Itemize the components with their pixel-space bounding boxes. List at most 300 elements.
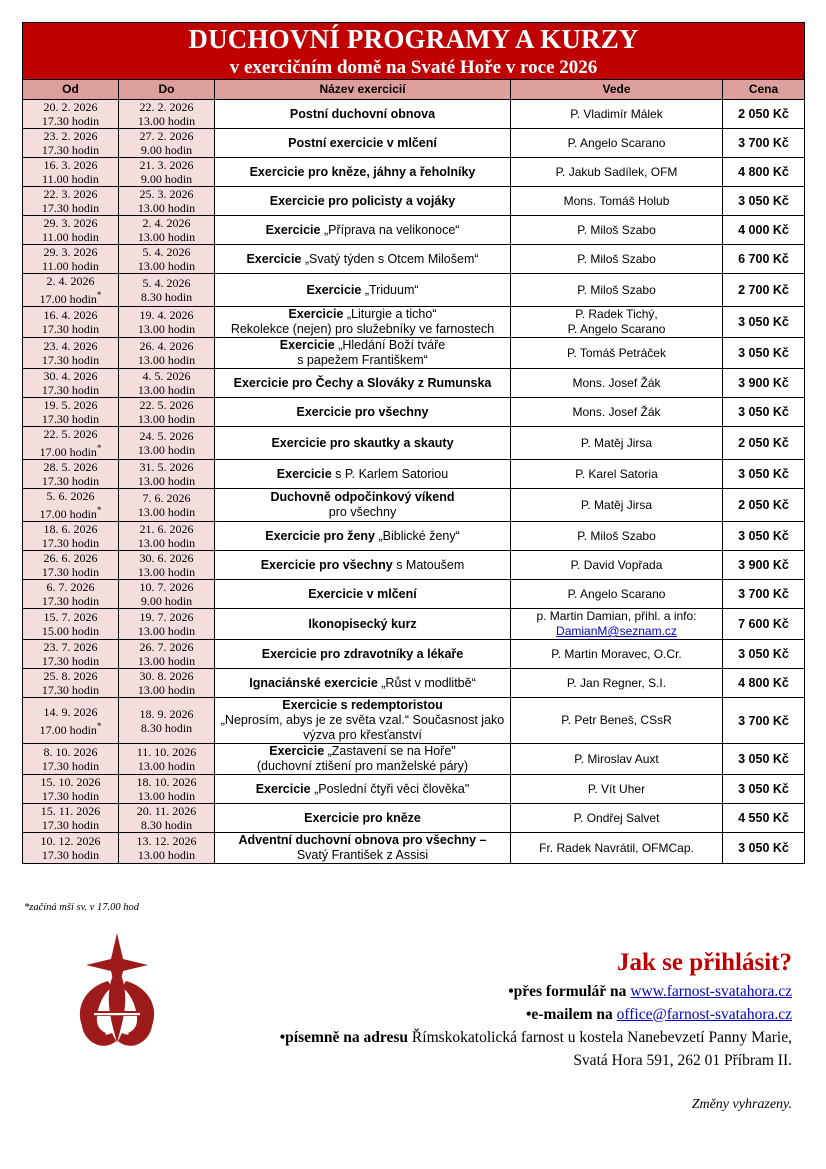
table-row [23, 489, 805, 522]
to-date: 27. 2. 2026 [139, 129, 194, 143]
column-header-od: Od [23, 80, 119, 100]
to-time: 13.00 hodin [137, 353, 196, 367]
leader-name: P. Angelo Scarano [567, 135, 666, 150]
column-header-do: Do [119, 80, 215, 100]
to-time: 13.00 hodin [137, 683, 196, 697]
to-date: 22. 2. 2026 [139, 100, 194, 114]
to-time: 13.00 hodin [137, 474, 196, 488]
cell-price: 2 700 Kč [723, 274, 805, 307]
course-name-main: Exercicie [269, 744, 325, 758]
cell-from-date [23, 580, 119, 609]
table-row [23, 129, 805, 158]
course-name-rest: „Triduum“ [361, 282, 419, 297]
from-time: 17.30 hodin [41, 818, 100, 832]
contact-form-label: přes formulář na [513, 983, 631, 1000]
table-row [23, 580, 805, 609]
from-time: 17.30 hodin [41, 412, 100, 426]
to-time: 8.30 hodin [140, 290, 193, 304]
to-time: 13.00 hodin [137, 536, 196, 550]
course-name-rest: s Matoušem [392, 557, 465, 572]
to-time: 13.00 hodin [137, 230, 196, 244]
course-name-main: Exercicie [265, 222, 321, 237]
to-time: 8.30 hodin [140, 720, 193, 735]
to-date: 21. 6. 2026 [139, 522, 194, 536]
course-name-main: Exercicie pro kněze, jáhny a řeholníky [249, 164, 476, 179]
from-date: 15. 11. 2026 [40, 804, 101, 818]
leader-name: P. Miloš Szabo [577, 528, 656, 543]
cell-from-date [23, 129, 119, 158]
cell-leader [511, 274, 723, 307]
course-name-rest: „Zastavení se na Hoře" [324, 744, 456, 758]
table-row [23, 245, 805, 274]
from-time: 17.30 hodin [41, 594, 100, 608]
cell-course-name [215, 609, 511, 640]
course-name-main: Exercicie [276, 466, 332, 481]
cell-from-date [23, 640, 119, 669]
cell-course-name [215, 669, 511, 698]
course-name-subtitle: s papežem Františkem“ [297, 353, 428, 367]
cell-course-name [215, 129, 511, 158]
course-name-main: Exercicie pro Čechy a Slováky z Rumunska [233, 375, 492, 390]
cell-leader [511, 522, 723, 551]
course-name-main: Exercicie [288, 307, 344, 321]
cell-course-name [215, 100, 511, 129]
from-date: 29. 3. 2026 [43, 216, 98, 230]
table-row [23, 640, 805, 669]
from-time: 17.00 hodin* [39, 443, 102, 459]
table-row [23, 551, 805, 580]
table-row [23, 369, 805, 398]
cell-course-name [215, 307, 511, 338]
contact-line-email [150, 1003, 792, 1026]
course-name-main: Exercicie pro kněze [304, 810, 421, 825]
cell-from-date [23, 551, 119, 580]
cell-price: 4 550 Kč [723, 804, 805, 833]
course-name-main: Exercicie [246, 251, 302, 266]
from-date: 6. 7. 2026 [46, 580, 95, 594]
leader-name: P. Radek Tichý, [575, 307, 658, 321]
cell-to-date [119, 187, 215, 216]
leader-name: P. Jan Regner, S.I. [566, 675, 667, 690]
cell-leader [511, 158, 723, 187]
from-time: 17.30 hodin [41, 353, 100, 367]
cell-course-name [215, 804, 511, 833]
course-name-subtitle: pro všechny [328, 505, 397, 519]
table-row [23, 833, 805, 864]
course-name-subtitle: „Neprosím, abys je ze světa vzal.“ Současnost jako výzva pro křesťanství [220, 713, 505, 742]
table-row [23, 744, 805, 775]
course-name-rest: s P. Karlem Satoriou [331, 466, 449, 481]
leader-email-link[interactable]: DamianM@seznam.cz [556, 624, 677, 638]
contact-line-address [150, 1026, 792, 1049]
cell-leader [511, 100, 723, 129]
course-name-main: Ikonopisecký kurz [308, 616, 417, 631]
cell-to-date [119, 775, 215, 804]
leader-name: P. Angelo Scarano [567, 586, 666, 601]
course-name-rest: „Růst v modlitbě“ [377, 675, 476, 690]
cell-course-name [215, 245, 511, 274]
from-date: 25. 8. 2026 [43, 669, 98, 683]
leader-name: Mons. Josef Žák [572, 404, 661, 419]
cell-price: 3 050 Kč [723, 460, 805, 489]
cell-to-date [119, 744, 215, 775]
table-row [23, 216, 805, 245]
cell-leader [511, 369, 723, 398]
cell-from-date [23, 427, 119, 460]
cell-leader [511, 129, 723, 158]
to-date: 19. 7. 2026 [139, 610, 194, 624]
to-time: 13.00 hodin [137, 789, 196, 803]
footnote-star: * [96, 720, 102, 731]
cell-price: 3 050 Kč [723, 744, 805, 775]
course-name-subtitle: Rekolekce (nejen) pro služebníky ve farnostech [230, 322, 495, 336]
leader-name: P. Vít Uher [587, 781, 646, 796]
leader-name: P. Matěj Jirsa [580, 435, 653, 450]
cell-course-name [215, 398, 511, 427]
cell-price: 3 900 Kč [723, 551, 805, 580]
from-date: 16. 3. 2026 [43, 158, 98, 172]
cell-price: 4 000 Kč [723, 216, 805, 245]
leader-name: Mons. Tomáš Holub [563, 193, 670, 208]
cell-from-date [23, 307, 119, 338]
leader-name: P. Miloš Szabo [577, 251, 656, 266]
from-date: 30. 4. 2026 [43, 369, 98, 383]
from-date: 14. 9. 2026 [43, 704, 98, 719]
cell-course-name [215, 460, 511, 489]
to-time: 9.00 hodin [140, 172, 193, 186]
course-name-main: Ignaciánské exercicie [249, 675, 378, 690]
cell-leader [511, 398, 723, 427]
footnote-star: * [96, 505, 102, 515]
course-name-rest: „Příprava na velikonoce“ [320, 222, 460, 237]
cell-to-date [119, 274, 215, 307]
to-time: 13.00 hodin [137, 443, 196, 457]
bullet-icon: • [508, 983, 514, 1000]
course-name-main: Exercicie v mlčení [308, 586, 417, 601]
from-time: 15.00 hodin [41, 624, 100, 638]
cell-from-date [23, 460, 119, 489]
to-date: 26. 7. 2026 [139, 640, 194, 654]
to-date: 7. 6. 2026 [142, 491, 191, 505]
cell-to-date [119, 609, 215, 640]
from-date: 22. 3. 2026 [43, 187, 98, 201]
table-row [23, 609, 805, 640]
course-name-main: Exercicie [255, 781, 311, 796]
to-time: 13.00 hodin [137, 759, 196, 773]
cell-to-date [119, 307, 215, 338]
cell-course-name [215, 640, 511, 669]
cell-course-name [215, 744, 511, 775]
cell-to-date [119, 216, 215, 245]
course-name-main: Exercicie pro všechny [260, 557, 393, 572]
table-row [23, 522, 805, 551]
cell-from-date [23, 158, 119, 187]
contact-headline: Jak se přihlásit? [616, 949, 792, 976]
course-name-rest: „Poslední čtyři věci člověka" [310, 781, 470, 796]
from-date: 23. 7. 2026 [43, 640, 98, 654]
from-date: 8. 10. 2026 [43, 745, 98, 759]
changes-reserved-note: Změny vyhrazeny. [691, 1097, 792, 1112]
to-time: 13.00 hodin [137, 383, 196, 397]
course-name-subtitle: Svatý František z Assisi [296, 848, 429, 862]
table-row [23, 187, 805, 216]
course-name-main: Adventní duchovní obnova pro všechny – [238, 833, 487, 847]
leader-email-line [511, 624, 722, 639]
to-time: 13.00 hodin [137, 201, 196, 215]
cell-from-date [23, 775, 119, 804]
from-time: 17.00 hodin* [39, 720, 102, 737]
cell-from-date [23, 744, 119, 775]
contact-address-name: Římskokatolická farnost u kostela Nanebevzetí Panny Marie, [411, 1029, 792, 1046]
cell-to-date [119, 580, 215, 609]
from-date: 16. 4. 2026 [43, 308, 98, 322]
cell-leader [511, 580, 723, 609]
cell-leader [511, 744, 723, 775]
column-header-nazev: Název exercicií [215, 80, 511, 100]
from-date: 20. 2. 2026 [43, 100, 98, 114]
cell-from-date [23, 338, 119, 369]
cell-leader [511, 307, 723, 338]
cell-course-name [215, 187, 511, 216]
cell-to-date [119, 369, 215, 398]
cell-price: 7 600 Kč [723, 609, 805, 640]
from-date: 22. 5. 2026 [43, 427, 98, 441]
cell-course-name [215, 833, 511, 864]
cell-from-date [23, 398, 119, 427]
to-date: 5. 4. 2026 [142, 245, 191, 259]
to-time: 13.00 hodin [137, 322, 196, 336]
from-date: 15. 10. 2026 [40, 775, 101, 789]
course-name-main: Exercicie pro všechny [296, 404, 429, 419]
to-date: 10. 7. 2026 [139, 580, 194, 594]
table-header-row [23, 80, 805, 100]
to-time: 13.00 hodin [137, 259, 196, 273]
cell-price: 3 050 Kč [723, 187, 805, 216]
to-time: 13.00 hodin [137, 114, 196, 128]
cell-to-date [119, 398, 215, 427]
leader-name: P. Miloš Szabo [577, 282, 656, 297]
from-date: 26. 6. 2026 [43, 551, 98, 565]
to-time: 13.00 hodin [137, 654, 196, 668]
cell-leader [511, 216, 723, 245]
cell-leader [511, 804, 723, 833]
leader-name: Fr. Radek Navrátil, OFMCap. [539, 840, 694, 855]
cell-course-name [215, 551, 511, 580]
cell-price: 2 050 Kč [723, 100, 805, 129]
cell-leader [511, 460, 723, 489]
from-date: 15. 7. 2026 [43, 610, 98, 624]
to-date: 22. 5. 2026 [139, 398, 194, 412]
leader-name: P. Ondřej Salvet [573, 810, 660, 825]
table-row [23, 804, 805, 833]
website-link[interactable]: www.farnost-svatahora.cz [630, 983, 792, 1000]
cell-leader [511, 775, 723, 804]
course-name-main: Exercicie pro skautky a skauty [271, 435, 454, 450]
cell-leader [511, 669, 723, 698]
cell-to-date [119, 460, 215, 489]
cell-course-name [215, 775, 511, 804]
table-row [23, 427, 805, 460]
course-name-main: Exercicie [306, 282, 362, 297]
from-date: 5. 6. 2026 [46, 489, 95, 503]
from-date: 19. 5. 2026 [43, 398, 98, 412]
course-name-rest: „Svatý týden s Otcem Milošem“ [301, 251, 479, 266]
cell-course-name [215, 274, 511, 307]
to-date: 26. 4. 2026 [139, 339, 194, 353]
from-date: 23. 2. 2026 [43, 129, 98, 143]
from-time: 11.00 hodin [42, 172, 99, 186]
contact-email-label: e-mailem na [531, 1006, 617, 1023]
course-name-subtitle: (duchovní ztišení pro manželské páry) [256, 759, 469, 773]
to-date: 4. 5. 2026 [142, 369, 191, 383]
cell-to-date [119, 669, 215, 698]
course-name-main: Exercicie pro ženy [265, 528, 376, 543]
cell-price: 3 050 Kč [723, 833, 805, 864]
to-date: 18. 9. 2026 [139, 706, 194, 721]
cell-price: 4 800 Kč [723, 158, 805, 187]
cell-from-date [23, 833, 119, 864]
from-time: 11.00 hodin [42, 259, 99, 273]
cell-course-name [215, 427, 511, 460]
schedule-table [22, 22, 805, 864]
to-date: 25. 3. 2026 [139, 187, 194, 201]
cell-price: 2 050 Kč [723, 427, 805, 460]
from-time: 17.30 hodin [41, 143, 100, 157]
from-time: 17.30 hodin [41, 536, 100, 550]
course-name-rest: „Liturgie a ticho“ [343, 307, 437, 321]
to-time: 9.00 hodin [140, 594, 193, 608]
cell-to-date [119, 489, 215, 522]
cell-from-date [23, 669, 119, 698]
svata-hora-logo [72, 933, 162, 1055]
banner-row [23, 23, 805, 80]
cell-leader [511, 833, 723, 864]
course-name-main: Exercicie s redemptoristou [282, 698, 443, 712]
cell-from-date [23, 698, 119, 744]
email-link[interactable]: office@farnost-svatahora.cz [616, 1006, 792, 1023]
column-header-cena: Cena [723, 80, 805, 100]
cell-from-date [23, 522, 119, 551]
cell-to-date [119, 338, 215, 369]
cell-leader [511, 551, 723, 580]
course-name-main: Duchovně odpočinkový víkend [270, 490, 455, 504]
cell-price: 3 050 Kč [723, 640, 805, 669]
leader-name: P. Petr Beneš, CSsR [561, 713, 672, 727]
cell-to-date [119, 640, 215, 669]
cell-price: 3 050 Kč [723, 522, 805, 551]
to-date: 31. 5. 2026 [139, 460, 194, 474]
course-name-rest: „Biblické ženy“ [375, 528, 460, 543]
from-date: 10. 12. 2026 [40, 834, 101, 848]
cell-from-date [23, 609, 119, 640]
contact-address-label: písemně na adresu [285, 1029, 412, 1046]
from-time: 17.30 hodin [41, 654, 100, 668]
table-row [23, 398, 805, 427]
from-time: 17.00 hodin* [39, 290, 102, 306]
from-time: 11.00 hodin [42, 230, 99, 244]
from-date: 29. 3. 2026 [43, 245, 98, 259]
from-date: 23. 4. 2026 [43, 339, 98, 353]
cell-price: 2 050 Kč [723, 489, 805, 522]
cell-from-date [23, 100, 119, 129]
cell-leader [511, 338, 723, 369]
table-row [23, 307, 805, 338]
cell-leader [511, 489, 723, 522]
from-time: 17.30 hodin [41, 789, 100, 803]
to-date: 24. 5. 2026 [139, 429, 194, 443]
contact-line-form [150, 980, 792, 1003]
cell-course-name [215, 369, 511, 398]
from-date: 28. 5. 2026 [43, 460, 98, 474]
cell-price: 3 050 Kč [723, 398, 805, 427]
column-header-vede: Vede [511, 80, 723, 100]
cell-price: 3 050 Kč [723, 338, 805, 369]
to-date: 21. 3. 2026 [139, 158, 194, 172]
cell-price: 6 700 Kč [723, 245, 805, 274]
course-name-main: Exercicie pro policisty a vojáky [269, 193, 456, 208]
from-time: 17.30 hodin [41, 759, 100, 773]
leader-name: P. Karel Satoria [575, 466, 658, 481]
cell-price: 3 050 Kč [723, 775, 805, 804]
to-time: 9.00 hodin [140, 143, 193, 157]
to-date: 5. 4. 2026 [142, 276, 191, 290]
cell-price: 3 050 Kč [723, 307, 805, 338]
to-time: 13.00 hodin [137, 412, 196, 426]
to-date: 18. 10. 2026 [136, 775, 197, 789]
leader-name: P. Vladimír Málek [570, 106, 663, 121]
table-row [23, 775, 805, 804]
course-name-main: Exercicie [279, 338, 335, 352]
cell-from-date [23, 216, 119, 245]
cell-from-date [23, 274, 119, 307]
cell-leader [511, 427, 723, 460]
banner [23, 23, 805, 80]
cell-to-date [119, 129, 215, 158]
cell-course-name [215, 216, 511, 245]
contact-block [150, 948, 792, 1072]
cell-leader [511, 698, 723, 744]
table-row [23, 460, 805, 489]
bullet-icon: • [525, 1006, 532, 1023]
cell-to-date [119, 158, 215, 187]
leader-name: P. Miloš Szabo [577, 222, 656, 237]
banner-title: DUCHOVNÍ PROGRAMY A KURZY [188, 24, 639, 54]
leader-name: P. Jakub Sadílek, OFM [555, 164, 678, 179]
to-date: 30. 6. 2026 [139, 551, 194, 565]
table-row [23, 669, 805, 698]
to-date: 30. 8. 2026 [139, 669, 194, 683]
cell-leader [511, 187, 723, 216]
footnote-star: * [96, 443, 102, 453]
banner-subtitle: v exercičním domě na Svaté Hoře v roce 2026 [229, 57, 598, 78]
to-time: 13.00 hodin [137, 505, 196, 519]
from-date: 18. 6. 2026 [43, 522, 98, 536]
cell-course-name [215, 338, 511, 369]
cell-to-date [119, 804, 215, 833]
contact-address-second-line: Svatá Hora 591, 262 01 Příbram II. [573, 1052, 792, 1069]
from-time: 17.30 hodin [41, 322, 100, 336]
leader-name: p. Martin Damian, přihl. a info: [536, 609, 697, 623]
cell-price: 4 800 Kč [723, 669, 805, 698]
table-row [23, 100, 805, 129]
cell-price: 3 700 Kč [723, 580, 805, 609]
leader-name: P. Matěj Jirsa [580, 497, 653, 512]
cell-course-name [215, 158, 511, 187]
cell-price: 3 700 Kč [723, 698, 805, 744]
cell-to-date [119, 100, 215, 129]
course-name-main: Postní exercicie v mlčení [288, 135, 437, 150]
cell-leader [511, 609, 723, 640]
